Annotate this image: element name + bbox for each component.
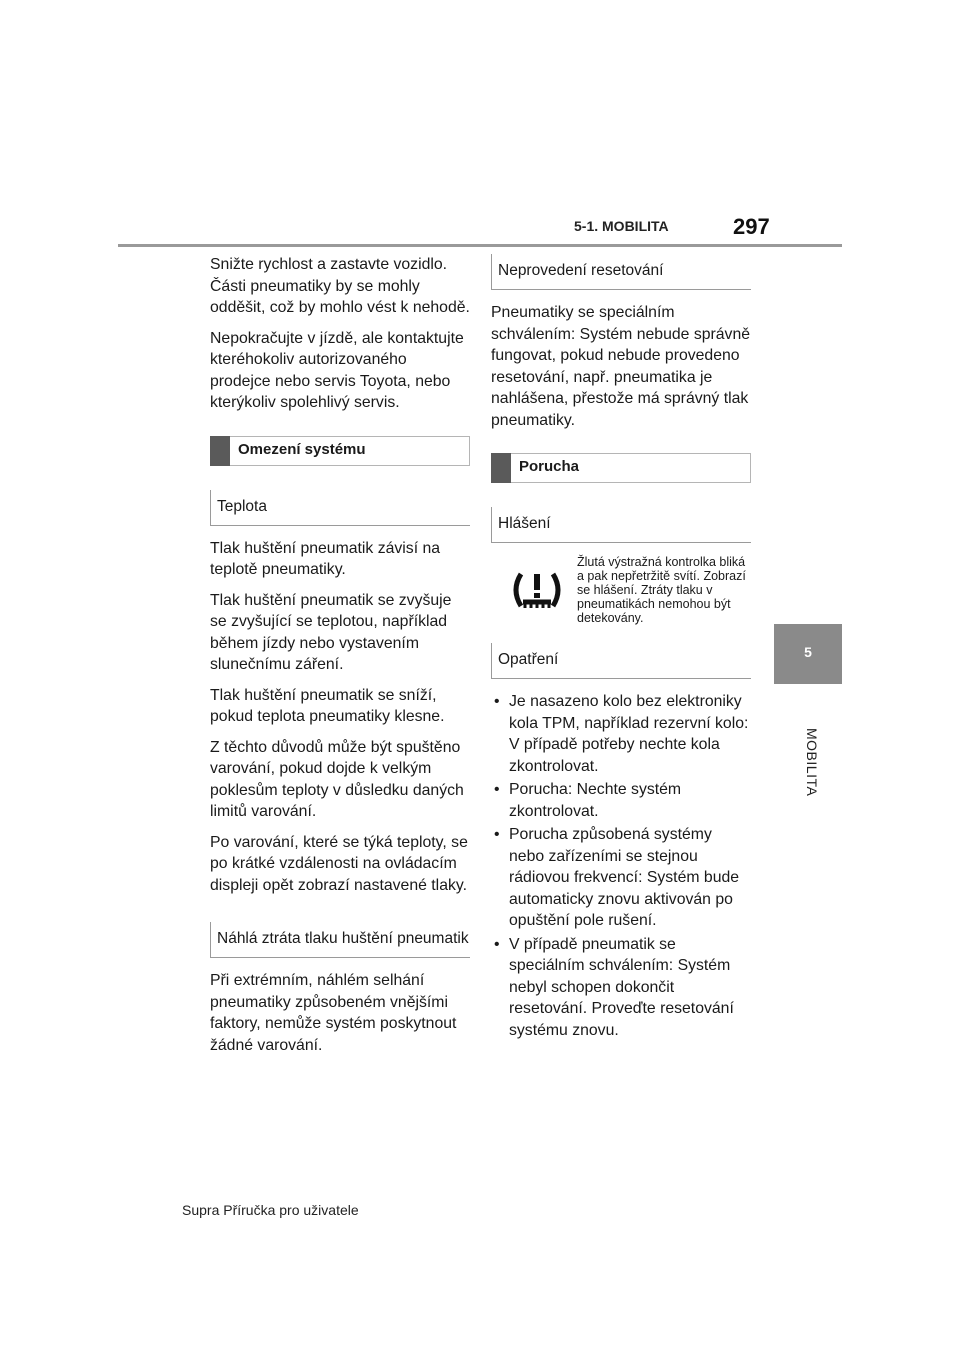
paragraph: Tlak huštění pneumatik se sníží, pokud teplota pneumatiky klesne. bbox=[210, 686, 445, 725]
section-marker bbox=[491, 453, 511, 483]
section-header bbox=[491, 453, 751, 483]
list-item: • Porucha: Nechte systém zkontrolovat. bbox=[491, 779, 751, 822]
paragraph: Pneumatiky se speciálním schválením: Systém nebude správně fungovat, pokud nebude provedeno resetování, např. pneumatika je nahlášena, přestože má správný tlak pneumatiky. bbox=[491, 304, 751, 429]
subheading: Náhlá ztráta tlaku huštění pneumatik bbox=[210, 922, 470, 958]
paragraph: Po varování, které se týká teploty, se po krátké vzdálenosti na ovládacím displeji opět zobrazí nastavené tlaky. bbox=[210, 833, 468, 894]
subheading: Neprovedení resetování bbox=[491, 254, 751, 290]
section-heading: 5-1. MOBILITA bbox=[574, 218, 669, 234]
subheading: Hlášení bbox=[491, 507, 751, 543]
list-item: • Porucha způsobená systémy nebo zařízeními se stejnou rádiovou frekvencí: Systém bude automaticky znovu aktivován po opuštění pole rušení. bbox=[491, 824, 751, 932]
paragraph: Při extrémním, náhlém selhání pneumatiky způsobeném vnějšími faktory, nemůže systém poskytnout žádné varování. bbox=[210, 972, 457, 1054]
paragraph: Z těchto důvodů může být spuštěno varování, pokud dojde k velkým poklesům teploty v důsledku daných limitů varování. bbox=[210, 738, 464, 820]
footer-text: Supra Příručka pro uživatele bbox=[182, 1202, 359, 1218]
paragraph: Snižte rychlost a zastavte vozidlo. Části pneumatiky by se mohly odděšit, což by mohlo vést k nehodě. bbox=[210, 256, 470, 316]
subheading: Opatření bbox=[491, 643, 751, 679]
page-number: 297 bbox=[733, 214, 770, 239]
section-header bbox=[210, 436, 470, 466]
list-item: • V případě pneumatik se speciálním schválením: Systém nebyl schopen dokončit resetování. Proveďte resetování systému znovu. bbox=[491, 934, 751, 1042]
paragraph: Tlak huštění pneumatik se zvyšuje se zvyšující se teplotou, například během jízdy nebo vystavením slunečnímu záření. bbox=[210, 591, 452, 673]
paragraph: Tlak huštění pneumatik závisí na teplotě pneumatiky. bbox=[210, 539, 441, 578]
tire-pressure-warning-icon bbox=[505, 560, 569, 620]
subheading: Teplota bbox=[210, 490, 470, 526]
chapter-tab-number: 5 bbox=[804, 644, 812, 660]
list-item: • Je nasazeno kolo bez elektroniky kola TPM, například rezervní kolo: V případě potřeby nechte kola zkontrolovat. bbox=[491, 691, 751, 777]
paragraph: Nepokračujte v jízdě, ale kontaktujte kteréhokoliv autorizovaného prodejce nebo servis Toyota, nebo kterýkoliv spolehlivý servis. bbox=[210, 329, 464, 411]
left-column bbox=[210, 254, 470, 1065]
warning-text: Žlutá výstražná kontrolka bliká a pak nepřetržitě svítí. Zobrazí se hlášení. Ztráty tlaku v pneumatikách nemohou být detekovány. bbox=[577, 555, 746, 625]
section-title: Omezení systému bbox=[238, 440, 366, 458]
section-title: Porucha bbox=[519, 458, 580, 475]
right-column bbox=[491, 254, 751, 1043]
chapter-tab-label: MOBILITA bbox=[804, 728, 820, 797]
warning-block bbox=[491, 555, 751, 625]
header-divider bbox=[118, 244, 842, 247]
section-marker bbox=[210, 436, 230, 466]
chapter-tab bbox=[774, 624, 842, 684]
bullet-list bbox=[491, 691, 751, 1041]
